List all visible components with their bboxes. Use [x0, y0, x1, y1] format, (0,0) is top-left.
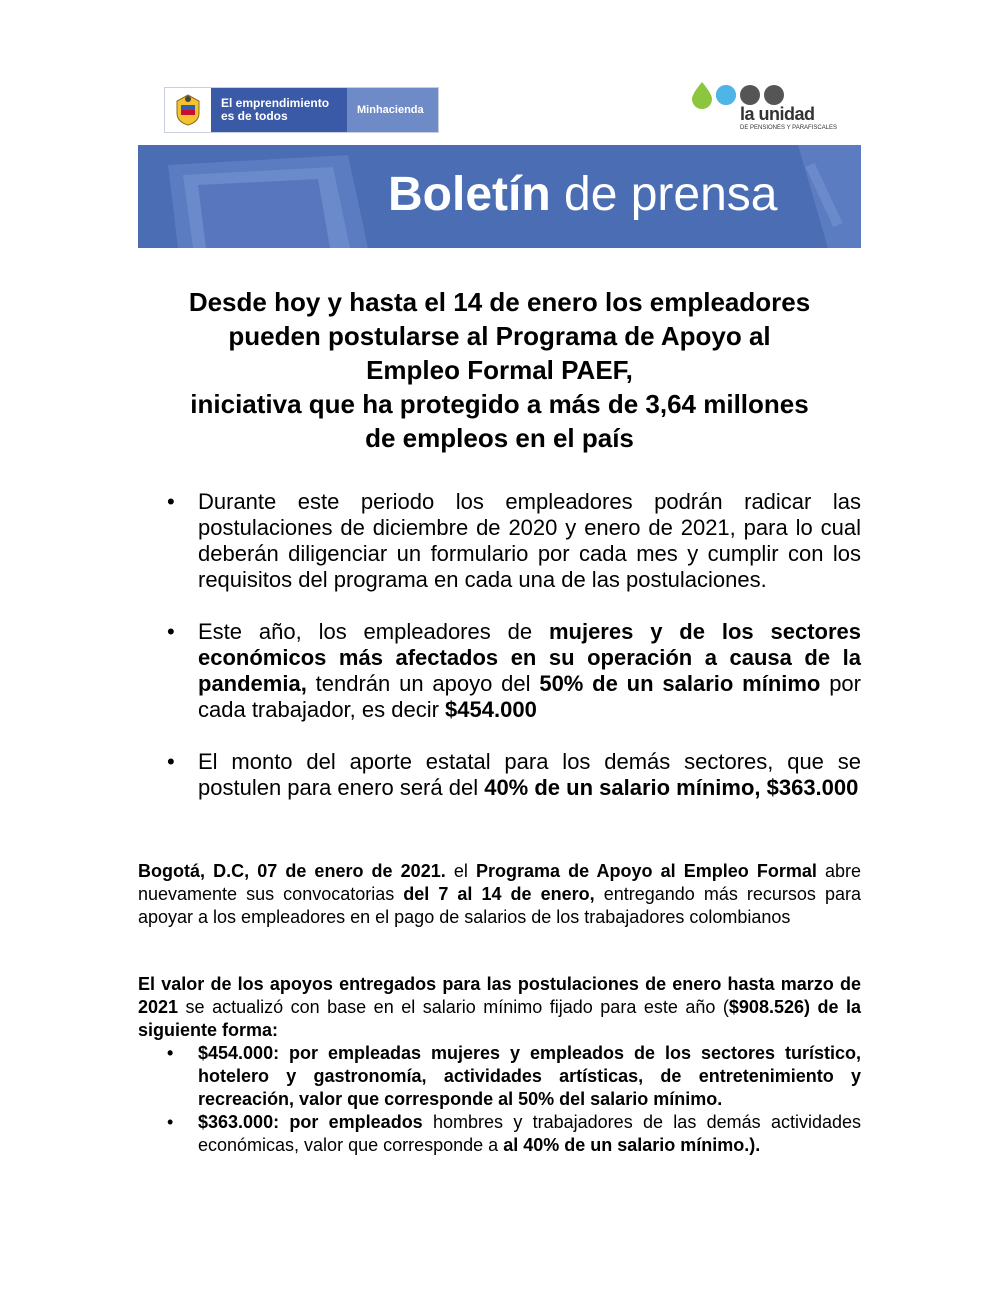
key-point-3 [160, 749, 861, 801]
colombia-crest-icon [165, 88, 211, 132]
text: El monto del aporte estatal para los demás sectores, que se postulen para enero será del [198, 749, 861, 800]
banner-title-bold: Boletín [388, 168, 551, 221]
headline-line: Desde hoy y hasta el 14 de enero los empleadores [188, 287, 811, 317]
banner-title [388, 167, 777, 223]
support-values-list [160, 1042, 861, 1157]
headline-line: de empleos en el país [365, 423, 634, 453]
text-bold: Programa de Apoyo al Empleo Formal [475, 861, 817, 881]
text-bold: 50% de un salario mínimo [539, 671, 821, 696]
unidad-logo [690, 80, 840, 136]
text: hombres y trabajadores de las demás actividades económicas, valor que corresponde a [198, 1112, 861, 1155]
dateline: Bogotá, D.C, 07 de enero de 2021. [138, 861, 446, 881]
key-points-list [160, 489, 861, 827]
text-bold: al 40% de un salario mínimo.). [503, 1135, 761, 1155]
text: Este año, los empleadores de [198, 619, 549, 644]
support-values-paragraph [138, 973, 861, 1042]
text-bold: del 7 al 14 de enero, [403, 884, 595, 904]
headline-line: iniciativa que ha protegido a más de 3,64 millones [190, 389, 809, 419]
headline-line: pueden postularse al Programa de Apoyo al [228, 321, 771, 351]
text: entregando más recursos para apoyar a los empleadores en el pago de salarios de los trabajadores colombianos [138, 884, 861, 927]
text-bold: mujeres y de los sectores económicos más afectados en su operación a causa de la pandemia, [198, 619, 861, 696]
support-value-2 [160, 1111, 861, 1157]
headline-line: Empleo Formal PAEF, [366, 355, 633, 385]
key-point-2 [160, 619, 861, 723]
unidad-subtitle: DE PENSIONES Y PARAFISCALES [740, 125, 838, 131]
support-value-1: • $454.000: por empleadas mujeres y empleados de los sectores turístico, hotelero y gastronomía, actividades artísticas, de entretenimiento y recreación, valor que corresponde al 50% del salario mínimo. [160, 1042, 861, 1111]
key-point-1: • Durante este periodo los empleadores podrán radicar las postulaciones de diciembre de 2020 y enero de 2021, para lo cual deberán diligenciar un formulario por cada mes y cumplir con los requisitos del programa en cada una de las postulaciones. [160, 489, 861, 593]
banner-title-regular: de prensa [550, 168, 778, 221]
headline [138, 285, 861, 455]
text-bold: 40% de un salario mínimo, $363.000 [484, 775, 859, 800]
text: por cada trabajador, es decir [198, 671, 861, 722]
gov-tagline-line1: El emprendimiento [221, 96, 330, 110]
dateline-paragraph [138, 860, 861, 929]
text: abre nuevamente sus convocatorias [138, 861, 862, 904]
text-bold: $908.526) de la siguiente forma: [138, 997, 862, 1040]
text-bold: $454.000 [445, 697, 537, 722]
text: se actualizó con base en el salario mínimo fijado para este año ( [178, 997, 729, 1017]
unidad-name: la unidad [740, 104, 815, 124]
gov-logo [164, 87, 439, 133]
gov-ministry: Minhacienda [347, 88, 438, 132]
text-bold: El valor de los apoyos entregados para las postulaciones de enero hasta marzo de 2021 [138, 974, 861, 1017]
text: tendrán un apoyo del [306, 671, 540, 696]
text-bold: $363.000: por empleados [198, 1112, 423, 1132]
gov-tagline-line2: es de todos [221, 109, 288, 123]
text: el [445, 861, 476, 881]
gov-tagline [211, 88, 347, 132]
press-banner [138, 145, 861, 248]
